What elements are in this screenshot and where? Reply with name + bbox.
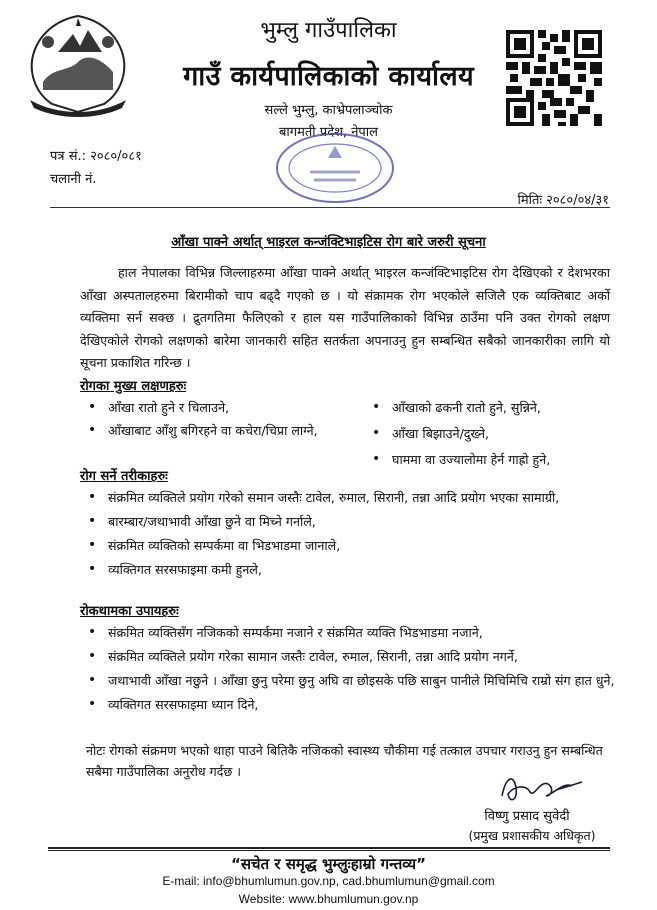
footer-divider [48,847,610,849]
chalani-number: चलानी नं. [50,172,97,187]
prevention-list [80,622,620,718]
symptoms-list-right [364,397,624,475]
list-item: • संक्रमित व्यक्तिको सम्पर्कमा वा भिडभाडमा जानाले, [80,535,620,556]
list-item: • बारम्बार/जथाभावी आँखा छुने वा मिच्ने गर्नाले, [80,511,620,532]
signatory-name: विष्णु प्रसाद सुवेदी [484,809,570,824]
office-name: गाउँ कार्यपालिकाको कार्यालय [183,61,474,92]
header-divider [50,207,610,208]
symptoms-heading: रोगका मुख्य लक्षणहरुः [80,379,187,394]
list-item: • आँखाको ढकनी रातो हुने, सुन्निने, [364,397,624,418]
intro-paragraph: हाल नेपालका विभिन्न जिल्लाहरुमा आँखा पाक्ने अर्थात् भाइरल कन्जंक्टिभाइटिस रोग देखिएको र देशभरका आँखा अस्पतालहरुमा बिरामीको चाप बढ्दै गएको छ । यो संक्रामक रोग भएकोले सजिलै एक व्यक्तिबाट अर्को व्यक्तिमा सर्न सक्छ । द्रुतगतिमा फैलिएको र हाल यस गाउँपालिकाको विभिन्न ठाउँमा पनि उक्त रोगको लक्षण देखिएकोले रोगको लक्षणको बारेमा जानकारी सहित सतर्कता अपनाउनु हुन सम्बन्धित सबैको जानकारीका लागि यो सूचना प्रकाशित गरिन्छ । [80,265,610,371]
list-item: • व्यक्तिगत सरसफाइमा कमी हुनले, [80,559,620,580]
notice-subject: आँखा पाक्ने अर्थात् भाइरल कन्जंक्टिभाइटिस रोग बारे जरुरी सूचना [171,235,486,250]
list-item: • जथाभावी आँखा नछुने । आँखा छुनु परेमा छुनु अघि वा छोइसके पछि साबुन पानीले मिचिमिचि राम्रो संग हात धुने, [80,670,620,691]
list-item: • व्यक्तिगत सरसफाइमा ध्यान दिने, [80,694,620,715]
list-item: • संक्रमित व्यक्तिले प्रयोग गरेको समान जस्तैः टावेल, रुमाल, सिरानी, तन्ना आदि प्रयोग भएका सामाग्री, [80,487,620,508]
address-line-2: बागमती प्रदेश, नेपाल [279,125,378,140]
list-item: • आँखा रातो हुने र चिलाउने, [80,397,320,418]
footer-motto: “सचेत र समृद्ध भुम्लुःहाम्रो गन्तव्य” [231,855,426,873]
municipality-name: भुम्लु गाउँपालिका [260,18,397,43]
footer-divider-thin [48,850,610,851]
office-stamp [270,128,400,208]
signatory-designation: (प्रमुख प्रशासकीय अधिकृत) [468,828,596,843]
list-item: • घाममा वा उज्यालोमा हेर्न गाह्रो हुने, [364,449,624,470]
prevention-heading: रोकथामका उपायहरुः [80,604,179,619]
address-line-1: सल्ले भुम्लु, काभ्रेपलाञ्चोक [264,103,393,118]
symptoms-list-left [80,397,320,443]
spread-heading: रोग सर्ने तरीकाहरुः [80,469,168,484]
note-paragraph: नोटः रोगको संक्रमण भएको थाहा पाउने बितिकै नजिकको स्वास्थ्य चौकीमा गई तत्काल उपचार गराउनु हुन सम्बन्धित सबैमा गाउँपालिका अनुरोध गर्दछ । [86,743,603,779]
list-item: • संक्रमित व्यक्तिले प्रयोग गरेका सामान जस्तैः टावेल, रुमाल, सिरानी, तन्ना आदि प्रयोग नगर्ने, [80,646,620,667]
list-item: • आँखा बिझाउने/दुख्ने, [364,423,624,444]
footer-email: E-mail: info@bhumlumun.gov.np, cad.bhumlumun@gmail.com [162,874,495,888]
patra-number: पत्र सं.: २०८०/०८१ [50,149,142,164]
spread-list [80,487,620,583]
list-item: • आँखाबाट आँशु बगिरहने वा कचेरा/चिप्रा लाग्ने, [80,420,320,441]
footer-website: Website: www.bhumlumun.gov.np [238,892,419,906]
signature [496,766,586,810]
list-item: • संक्रमित व्यक्तिसँग नजिकको सम्पर्कमा नजाने र संक्रमित व्यक्ति भिडभाडमा नजाने, [80,622,620,643]
letter-date: मितिः २०८०/०४/३१ [517,193,609,208]
